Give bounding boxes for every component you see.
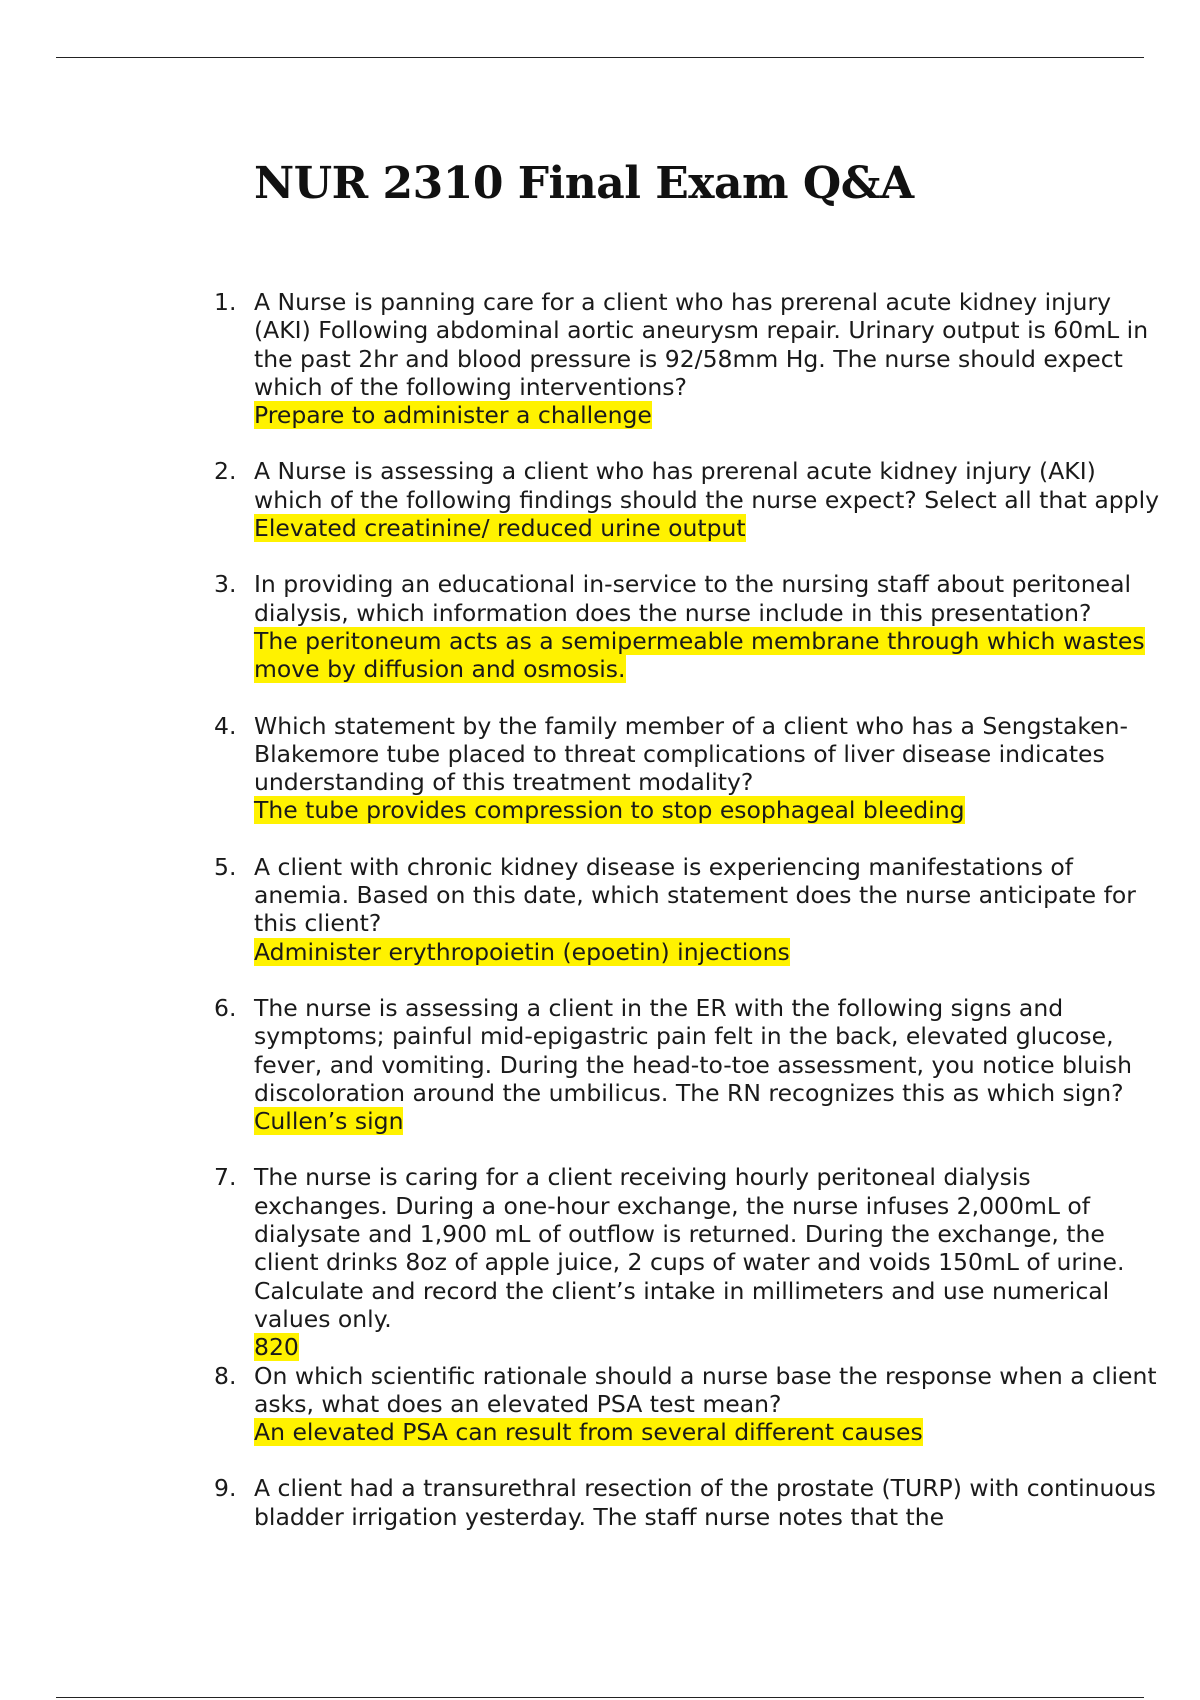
question-item-7 (214, 1163, 1164, 1361)
question-text: A client had a transurethral resection of the prostate (TURP) with continuous bladder irrigation yesterday. The staff nurse notes that the (254, 1474, 1156, 1531)
question-number: 7. (214, 1163, 237, 1192)
bottom-rule (56, 1697, 1144, 1698)
question-item-4 (214, 712, 1164, 825)
answer-highlight: An elevated PSA can result from several different causes (254, 1418, 923, 1447)
question-number: 8. (214, 1361, 237, 1390)
question-number: 2. (214, 457, 237, 486)
question-number: 6. (214, 993, 237, 1022)
question-item-5 (214, 853, 1164, 966)
answer-highlight: The peritoneum acts as a semipermeable membrane through which wastes move by diffusion and osmosis. (254, 626, 1145, 684)
question-text: The nurse is caring for a client receiving hourly peritoneal dialysis exchanges. During a one-hour exchange, the nurse infuses 2,000mL of dialysate and 1,900 mL of outflow is returned. During the exchange, the client drinks 8oz of apple juice, 2 cups of water and voids 150mL of urine. Calculate and record the client’s intake in millimeters and use numerical values only. (254, 1163, 1125, 1333)
question-text: A Nurse is panning care for a client who has prerenal acute kidney injury (AKI) Following abdominal aortic aneurysm repair. Urinary output is 60mL in the past 2hr and blood pressure is 92/58mm Hg. The nurse should expect which of the following interventions? (254, 288, 1149, 401)
answer-highlight: Elevated creatinine/ reduced urine output (254, 514, 746, 543)
question-item-9 (214, 1474, 1164, 1531)
top-rule (56, 57, 1144, 58)
question-item-8 (214, 1362, 1164, 1447)
question-number: 4. (214, 711, 237, 740)
question-text: Which statement by the family member of a client who has a Sengstaken-Blakemore tube placed to threat complications of liver disease indicates understanding of this treatment modality? (254, 711, 1128, 797)
question-number: 5. (214, 852, 237, 881)
answer-highlight: Prepare to administer a challenge (254, 401, 652, 430)
page-title: NUR 2310 Final Exam Q&A (254, 158, 914, 209)
question-number: 9. (214, 1474, 237, 1503)
answer-highlight: 820 (254, 1333, 299, 1362)
answer-highlight: The tube provides compression to stop esophageal bleeding (254, 796, 965, 825)
question-item-2 (214, 457, 1164, 542)
answer-highlight: Administer erythropoietin (epoetin) injections (254, 937, 790, 966)
question-item-1 (214, 288, 1164, 429)
question-text: The nurse is assessing a client in the ER with the following signs and symptoms; painful mid-epigastric pain felt in the back, elevated glucose, fever, and vomiting. During the head-to-toe assessment, you notice bluish discoloration around the umbilicus. The RN recognizes this as which sign? (254, 993, 1133, 1107)
question-text: In providing an educational in-service to the nursing staff about peritoneal dialysis, which information does the nurse include in this presentation? (254, 570, 1132, 627)
question-text: A client with chronic kidney disease is experiencing manifestations of anemia. Based on this date, which statement does the nurse anticipate for this client? (254, 852, 1136, 938)
question-text: A Nurse is assessing a client who has prerenal acute kidney injury (AKI) which of the following findings should the nurse expect? Select all that apply (254, 457, 1160, 514)
question-list (214, 288, 1164, 1531)
question-number: 3. (214, 570, 237, 599)
answer-highlight: Cullen’s sign (254, 1107, 404, 1136)
question-number: 1. (214, 288, 237, 316)
question-item-3 (214, 570, 1164, 683)
question-item-6 (214, 994, 1164, 1135)
question-text: On which scientific rationale should a nurse base the response when a client asks, what does an elevated PSA test mean? (254, 1361, 1157, 1418)
